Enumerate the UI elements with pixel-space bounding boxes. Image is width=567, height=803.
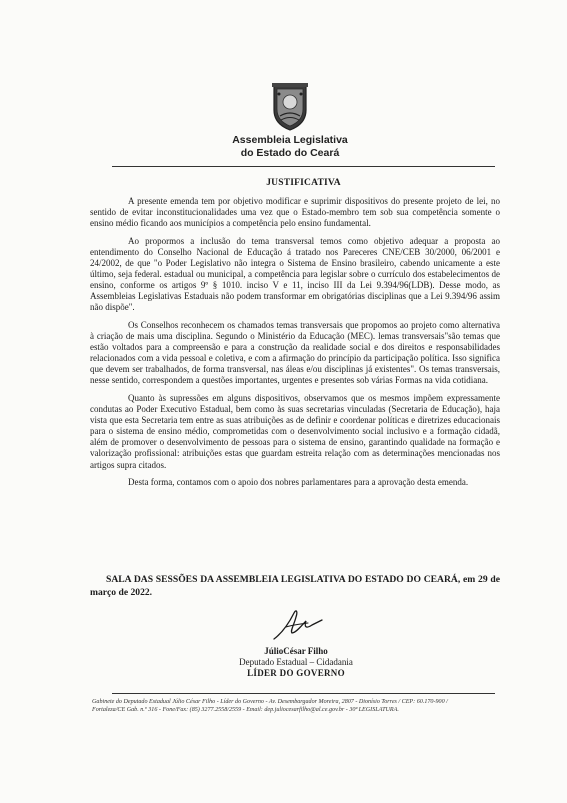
justification-body — [90, 196, 500, 495]
institution-name-line2: do Estado do Ceará — [240, 147, 340, 159]
signer-title: LÍDER DO GOVERNO — [247, 668, 345, 678]
signer-block — [196, 646, 396, 679]
paragraph: A presente emenda tem por objetivo modificar e suprimir dispositivos do presente projeto de lei, no sentido de evitar inconstitucionalidades uma vez que o Estado-membro tem sob sua competência somente o ensino médio ficando aos municípios a competência pelo ensino fundamental. — [90, 196, 500, 229]
paragraph: Desta forma, contamos com o apoio dos nobres parlamentares para a aprovação desta emenda. — [128, 477, 469, 488]
footer-line2: Fortaleza/CE Gab. n.º 316 - Fone/Fax: (85) 3277.2558/2559 - Email: dep.juliocesarfilho@al.ce.gov.br - 30ª LEGISLATURA. — [92, 707, 399, 713]
office-footer — [92, 698, 510, 714]
handwritten-signature — [268, 603, 324, 645]
document-title: JUSTIFICATIVA — [266, 178, 341, 188]
state-coat-of-arms-emblem — [268, 82, 312, 132]
session-closing: SALA DAS SESSÕES DA ASSEMBLEIA LEGISLATIVA DO ESTADO DO CEARÁ, em 29 de março de 2022. — [90, 574, 500, 598]
signer-name: JúlioCésar Filho — [264, 646, 328, 656]
paragraph: Quanto às supressões em alguns dispositivos, observamos que os mesmos impõem expressamente condutas ao Poder Executivo Estadual, bem como às suas secretarias vinculadas (Secretaria de Educação), haja vista que esta Secretaria tem entre as suas atribuições as de definir e coordenar políticas e diretrizes educacionais para o sistema de ensino médio, comprometidas com o desenvolvimento social inclusivo e a formação cidadã, além de promover o desenvolvimento de pessoas para o sistema de ensino, garantindo qualidade na formação e valorização profissional: atribuições estas que guardam estreita relação com as determinações mencionadas nos artigos supra citados. — [90, 393, 500, 470]
institution-name-line1: Assembleia Legislativa — [232, 134, 348, 146]
footer-divider — [112, 693, 495, 694]
paragraph: Ao propormos a inclusão do tema transversal temos como objetivo adequar a proposta ao entendimento do Conselho Nacional de Educação á tratado nos Pareceres CNE/CEB 30/2000, 06/2001 e 24/2002, de que "o Poder Legislativo não integra o Sistema de Ensino brasileiro, cabendo unicamente a este último, seja federal. estadual ou municipal, a competência para legislar sobre o currículo dos estabelecimentos de ensino, conforme os artigos 9º § 1010. inciso V e 11, inciso III da Lei 9.394/96(LDB). Desse modo, as Assembleias Legislativas Estaduais não podem transformar em obrigatórias disciplinas que a Lei 9.394/96 assim não dispõe". — [90, 235, 500, 313]
footer-line1: Gabinete do Deputado Estadual Júlio César Filho - Líder do Governo - Av. Desembargador Moreira, 2807 - Dionísio Torres / CEP: 60.170-900 / — [92, 699, 448, 705]
header-divider — [112, 166, 495, 167]
signer-role: Deputado Estadual – Cidadania — [239, 657, 353, 667]
paragraph: Os Conselhos reconhecem os chamados temas transversais que propomos ao projeto como alternativa à criação de mais uma disciplina. Segundo o Ministério da Educação (MEC). lemas transversais"são temas que estão voltados para a compreensão e para a construção da realidade social e dos direitos e responsabilidades relacionados com a vida pessoal e coletiva, e com a afirmação do princípio da participação política. Isso significa que devem ser trabalhados, de forma transversal, nas áleas e/ou disciplinas já existentes". Os temas transversais, nesse sentido, correspondem a questões importantes, urgentes e presentes sob várias Formas na vida cotidiana. — [90, 319, 500, 386]
institution-name — [210, 134, 370, 160]
